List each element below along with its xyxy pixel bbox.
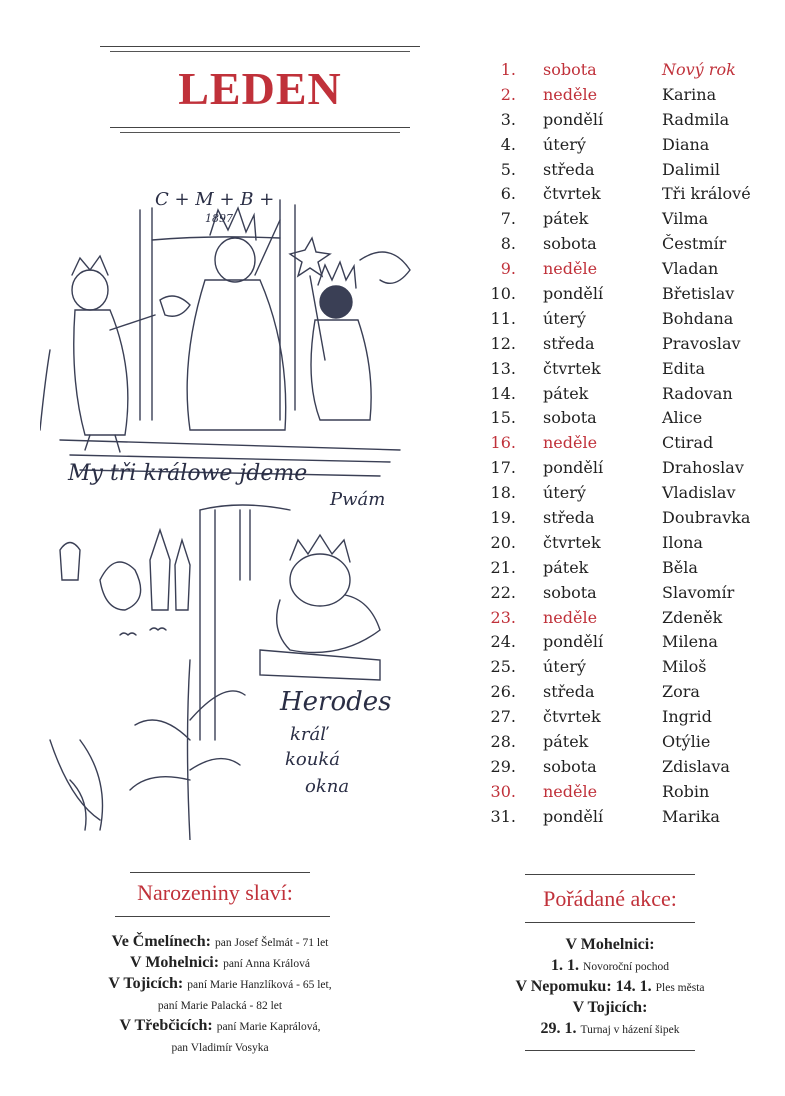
caption-kings: My tři králowe jdeme	[68, 461, 308, 486]
calendar-row	[480, 755, 780, 780]
day-number: 22.	[490, 582, 516, 602]
calendar-row	[480, 232, 780, 257]
caption-kouka: kouká	[285, 749, 340, 770]
birthdays-title: Narozeniny slaví:	[137, 880, 293, 905]
calendar-row	[480, 506, 780, 531]
calendar-row	[480, 680, 780, 705]
weekday: sobota	[543, 756, 597, 776]
calendar-row	[480, 257, 780, 282]
birthday-place: V Tojicích:	[108, 975, 184, 992]
birthday-place: V Třebčicích:	[119, 1017, 213, 1034]
day-number: 7.	[500, 209, 516, 229]
event-place: V Tojicích:	[572, 999, 648, 1016]
weekday: pondělí	[543, 806, 604, 826]
caption-okna: okna	[305, 776, 350, 797]
title-rule-top-2	[110, 51, 410, 52]
calendar-list	[480, 58, 780, 830]
event-place: 1. 1.	[551, 957, 580, 974]
event-line	[460, 977, 760, 998]
weekday: úterý	[543, 134, 586, 154]
weekday: čtvrtek	[543, 184, 601, 204]
events-list	[460, 935, 760, 1040]
calendar-row	[480, 531, 780, 556]
name-day: Vladislav	[662, 483, 736, 503]
weekday: pondělí	[543, 284, 604, 304]
weekday: pondělí	[543, 632, 604, 652]
day-number: 29.	[490, 756, 516, 776]
weekday: sobota	[543, 582, 597, 602]
day-number: 1.	[500, 60, 516, 79]
weekday: pátek	[543, 732, 589, 752]
calendar-row	[480, 456, 780, 481]
day-number: 3.	[500, 109, 516, 129]
month-title: LEDEN	[178, 63, 342, 114]
name-day: Alice	[662, 408, 703, 428]
day-number: 5.	[500, 159, 516, 179]
day-number: 25.	[490, 657, 516, 677]
name-day: Milena	[662, 632, 718, 652]
calendar-row	[480, 730, 780, 755]
day-number: 31.	[490, 806, 516, 826]
name-day: Diana	[662, 134, 710, 154]
calendar-row	[480, 581, 780, 606]
birthday-line	[20, 953, 420, 974]
caption-kral: kráľ	[290, 724, 328, 745]
weekday: sobota	[543, 408, 597, 428]
event-detail: Novoroční pochod	[583, 961, 669, 973]
calendar-row	[480, 705, 780, 730]
name-day: Edita	[662, 358, 706, 378]
three-kings-illustration	[40, 180, 420, 840]
name-day: Tři králové	[662, 184, 751, 204]
day-number: 17.	[490, 458, 516, 478]
calendar-row	[480, 357, 780, 382]
birthday-place: V Mohelnici:	[130, 954, 220, 971]
day-number: 21.	[490, 557, 516, 577]
name-day: Vilma	[662, 209, 709, 229]
calendar-row	[480, 655, 780, 680]
events-title: Pořádané akce:	[543, 886, 677, 911]
weekday: středa	[543, 682, 595, 702]
weekday: pátek	[543, 383, 589, 403]
chalk-year: 1897	[205, 212, 233, 225]
name-day: Drahoslav	[662, 458, 744, 478]
name-day: Slavomír	[662, 582, 735, 602]
day-number: 26.	[490, 682, 516, 702]
birthday-people: pan Vladimír Vosyka	[171, 1042, 269, 1054]
weekday: neděle	[543, 781, 598, 801]
calendar-row	[480, 606, 780, 631]
weekday: úterý	[543, 308, 586, 328]
day-number: 12.	[490, 333, 516, 353]
title-rule-bottom	[110, 127, 410, 128]
weekday: neděle	[543, 84, 598, 104]
name-day: Ctirad	[662, 433, 714, 453]
name-day: Zdeněk	[662, 607, 723, 627]
day-number: 13.	[490, 358, 516, 378]
day-number: 20.	[490, 532, 516, 552]
event-place: 29. 1.	[540, 1020, 577, 1037]
name-day: Nový rok	[662, 60, 736, 79]
calendar-row	[480, 805, 780, 830]
name-day: Zora	[662, 682, 700, 702]
weekday: úterý	[543, 657, 586, 677]
event-place: V Mohelnici:	[565, 936, 655, 953]
day-number: 15.	[490, 408, 516, 428]
name-day: Karina	[662, 84, 717, 104]
name-day: Čestmír	[662, 234, 727, 254]
birthdays-rule-bottom	[115, 916, 330, 917]
name-day: Zdislava	[662, 756, 730, 776]
name-day: Dalimil	[662, 159, 721, 179]
calendar-row	[480, 780, 780, 805]
day-number: 23.	[490, 607, 516, 627]
name-day: Bohdana	[662, 308, 734, 328]
name-day: Vladan	[662, 259, 719, 279]
day-number: 6.	[500, 184, 516, 204]
birthday-people: pan Josef Šelmát - 71 let	[215, 937, 329, 949]
name-day: Ilona	[662, 532, 703, 552]
calendar-row	[480, 182, 780, 207]
day-number: 30.	[490, 781, 516, 801]
birthday-line	[20, 1037, 420, 1058]
day-number: 28.	[490, 732, 516, 752]
day-number: 2.	[500, 84, 516, 104]
weekday: čtvrtek	[543, 532, 601, 552]
weekday: úterý	[543, 483, 586, 503]
name-day: Běla	[662, 557, 698, 577]
day-number: 8.	[500, 234, 516, 254]
weekday: neděle	[543, 433, 598, 453]
calendar-row	[480, 108, 780, 133]
name-day: Radovan	[662, 383, 733, 403]
title-rule-bottom-2	[120, 132, 400, 133]
events-rule-top	[525, 874, 695, 875]
calendar-row	[480, 83, 780, 108]
weekday: čtvrtek	[543, 358, 601, 378]
calendar-row	[480, 332, 780, 357]
name-day: Marika	[662, 806, 720, 826]
weekday: pondělí	[543, 109, 604, 129]
day-number: 18.	[490, 483, 516, 503]
name-day: Pravoslav	[662, 333, 741, 353]
day-number: 27.	[490, 707, 516, 727]
event-detail: Turnaj v házení šipek	[580, 1024, 680, 1036]
name-day: Otýlie	[662, 732, 711, 752]
event-place: V Nepomuku: 14. 1.	[515, 978, 652, 995]
calendar-row	[480, 481, 780, 506]
name-day: Radmila	[662, 109, 730, 129]
birthday-people: paní Marie Palacká - 82 let	[157, 1000, 283, 1012]
birthday-people: paní Anna Králová	[223, 958, 310, 970]
birthday-line	[20, 932, 420, 953]
weekday: sobota	[543, 234, 597, 254]
event-line	[460, 956, 760, 977]
calendar-row	[480, 431, 780, 456]
birthdays-list	[20, 932, 420, 1058]
birthday-place: Ve Čmelínech:	[111, 933, 211, 950]
caption-pwam: Pwám	[330, 489, 386, 510]
calendar-row	[480, 382, 780, 407]
weekday: pátek	[543, 557, 589, 577]
weekday: neděle	[543, 259, 598, 279]
name-day: Doubravka	[662, 508, 751, 528]
weekday: čtvrtek	[543, 707, 601, 727]
calendar-row	[480, 158, 780, 183]
day-number: 11.	[490, 308, 516, 328]
birthday-people: paní Marie Kaprálová,	[216, 1021, 321, 1033]
day-number: 19.	[490, 508, 516, 528]
birthday-people: paní Marie Hanzlíková - 65 let,	[187, 979, 332, 991]
event-line	[460, 998, 760, 1019]
birthdays-rule-top	[130, 872, 310, 873]
weekday: pondělí	[543, 458, 604, 478]
calendar-row	[480, 133, 780, 158]
calendar-row	[480, 207, 780, 232]
day-number: 16.	[490, 433, 516, 453]
weekday: pátek	[543, 209, 589, 229]
weekday: sobota	[543, 60, 597, 79]
name-day: Robin	[662, 781, 710, 801]
event-line	[460, 935, 760, 956]
weekday: neděle	[543, 607, 598, 627]
calendar-row	[480, 406, 780, 431]
calendar-row	[480, 556, 780, 581]
event-detail: Ples města	[655, 982, 705, 994]
chalk-inscription: C + M + B +	[155, 189, 275, 210]
day-number: 4.	[500, 134, 516, 154]
calendar-row	[480, 282, 780, 307]
name-day: Břetislav	[662, 284, 735, 304]
calendar-row	[480, 307, 780, 332]
birthday-line	[20, 974, 420, 995]
events-rule-end	[525, 1050, 695, 1051]
event-line	[460, 1019, 760, 1040]
name-day: Ingrid	[662, 707, 712, 727]
weekday: středa	[543, 333, 595, 353]
caption-herodes: Herodes	[280, 687, 392, 717]
birthday-line	[20, 995, 420, 1016]
name-day: Miloš	[662, 657, 707, 677]
events-rule-bottom	[525, 922, 695, 923]
calendar-row	[480, 58, 780, 83]
birthday-line	[20, 1016, 420, 1037]
weekday: středa	[543, 159, 595, 179]
day-number: 9.	[500, 259, 516, 279]
calendar-row	[480, 630, 780, 655]
day-number: 24.	[490, 632, 516, 652]
title-rule-top	[100, 46, 420, 47]
day-number: 14.	[490, 383, 516, 403]
day-number: 10.	[490, 284, 516, 304]
weekday: středa	[543, 508, 595, 528]
